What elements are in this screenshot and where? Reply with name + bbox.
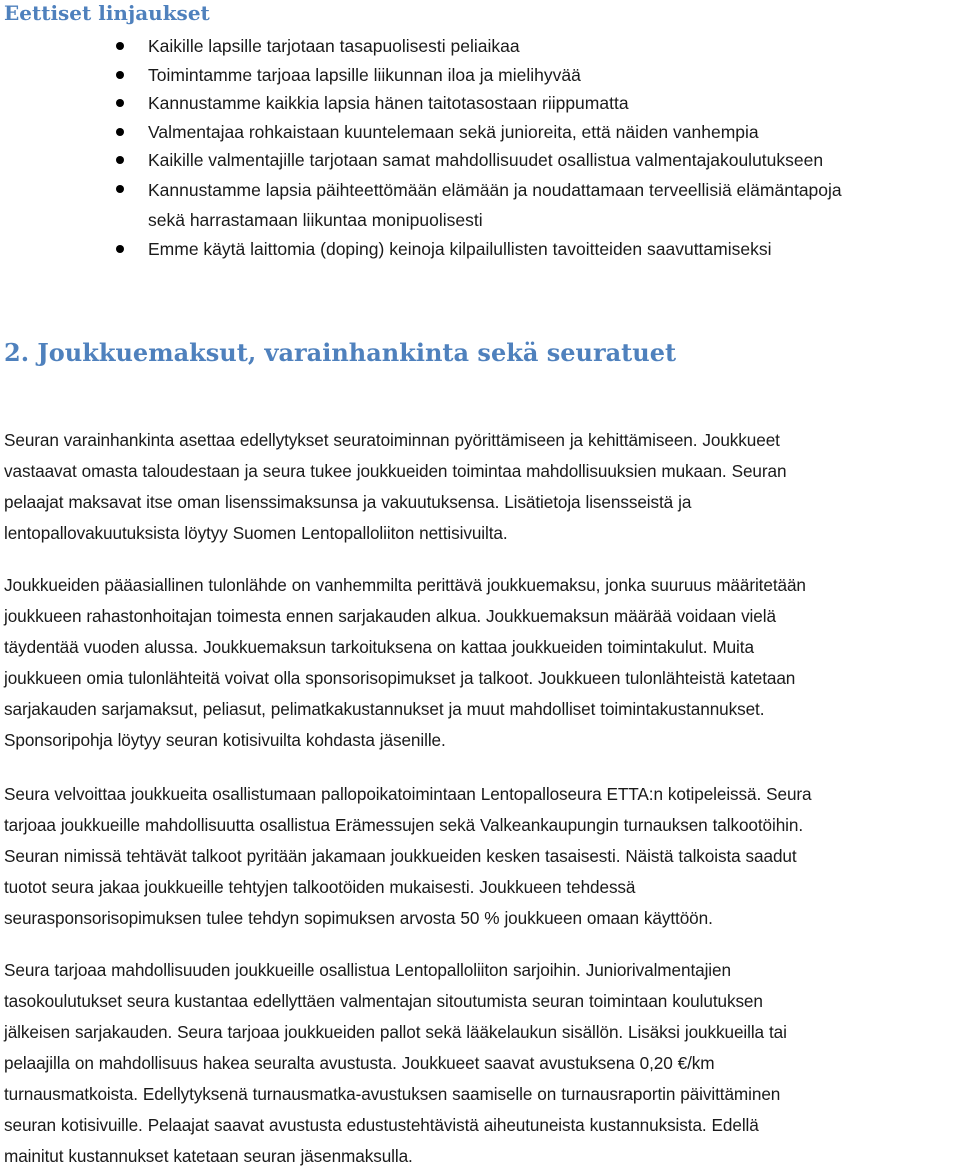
bullet-text: Kaikille lapsille tarjotaan tasapuolisesti peliaikaa bbox=[148, 36, 520, 56]
text-line: jälkeisen sarjakauden. Seura tarjoaa joukkueiden pallot sekä lääkelaukun sisällön. Lisäksi joukkueilla tai bbox=[4, 1022, 787, 1042]
bullet-text: Kannustamme lapsia päihteettömään elämään ja noudattamaan terveellisiä elämäntapoja bbox=[148, 179, 842, 200]
bullet-dot-icon bbox=[116, 128, 124, 136]
text-line: täydentää vuoden alussa. Joukkuemaksun tarkoituksena on kattaa joukkueiden toimintakulut. Muita bbox=[4, 637, 754, 657]
bullet-text: Kaikille valmentajille tarjotaan samat mahdollisuudet osallistua valmentajakoulutukseen bbox=[148, 150, 824, 171]
text-line: pelaajat maksavat itse oman lisenssimaksunsa ja vakuutuksensa. Lisätietoja lisensseistä ja bbox=[4, 492, 692, 512]
bullet-dot-icon bbox=[116, 156, 124, 164]
text-line: seuran kotisivuille. Pelaajat saavat avustusta edustustehtävistä aiheutuneista kustannuksista. Edellä bbox=[4, 1115, 759, 1135]
text-line: Seura tarjoaa mahdollisuuden joukkueille osallistua Lentopalloliiton sarjoihin. Juniorivalmentajien bbox=[4, 960, 731, 980]
bullet-item bbox=[0, 61, 948, 90]
text-line: turnausmatkoista. Edellytyksenä turnausmatka-avustuksen saamiselle on turnausraportin päivittäminen bbox=[4, 1084, 781, 1104]
text-line: Joukkueiden pääasiallinen tulonlähde on vanhemmilta perittävä joukkuemaksu, jonka suuruus määritetään bbox=[4, 575, 806, 595]
text-line: seurasponsorisopimuksen tulee tehdyn sopimuksen arvosta 50 % joukkueen omaan käyttöön. bbox=[4, 908, 713, 928]
bullet-item bbox=[0, 235, 948, 264]
bullet-item bbox=[0, 175, 948, 235]
bullet-text: Valmentajaa rohkaistaan kuuntelemaan sekä junioreita, että näiden vanhempia bbox=[148, 121, 759, 142]
chapter-title: 2. Joukkuemaksut, varainhankinta sekä seuratuet bbox=[4, 338, 677, 367]
bullet-item bbox=[0, 89, 948, 118]
text-line: tasokoulutukset seura kustantaa edellyttäen valmentajan sitoutumista seuran toimintaan koulutuksen bbox=[4, 991, 763, 1011]
text-line: Seuran nimissä tehtävät talkoot pyritään jakamaan joukkueiden kesken tasaisesti. Näistä talkoista saadut bbox=[4, 846, 797, 866]
text-line: vastaavat omasta taloudestaan ja seura tukee joukkueiden toimintaa mahdollisuuksien mukaan. Seuran bbox=[4, 461, 787, 481]
paragraph-fundraising bbox=[4, 425, 960, 549]
text-line: lentopallovakuutuksista löytyy Suomen Lentopalloliiton nettisivuilta. bbox=[4, 523, 508, 543]
text-line: mainitut kustannukset katetaan seuran jäsenmaksulla. bbox=[4, 1146, 413, 1166]
section-title: Eettiset linjaukset bbox=[4, 1, 210, 25]
text-line: sarjakauden sarjamaksut, peliasut, pelimatkakustannukset ja muut mahdolliset toimintakustannukset. bbox=[4, 699, 765, 719]
text-line: Seuran varainhankinta asettaa edellytykset seuratoiminnan pyörittämiseen ja kehittämiseen. Joukkueet bbox=[4, 430, 780, 450]
text-line: joukkueen rahastonhoitajan toimesta ennen sarjakauden alkua. Joukkuemaksun määrää voidaan vielä bbox=[4, 606, 776, 626]
bullet-text: Emme käytä laittomia (doping) keinoja kilpailullisten tavoitteiden saavuttamiseksi bbox=[148, 238, 772, 259]
bullet-text-continued: sekä harrastamaan liikuntaa monipuolisesti bbox=[148, 209, 483, 230]
bullet-dot-icon bbox=[116, 99, 124, 107]
text-line: Seura velvoittaa joukkueita osallistumaan pallopoikatoimintaan Lentopalloseura ETTA:n kotipeleissä. Seura bbox=[4, 784, 812, 804]
bullet-dot-icon bbox=[116, 42, 124, 50]
paragraph-club-support bbox=[4, 955, 960, 1172]
bullet-dot-icon bbox=[116, 245, 124, 253]
paragraph-team-fees bbox=[4, 570, 960, 756]
text-line: pelaajilla on mahdollisuus hakea seuralta avustusta. Joukkueet saavat avustuksena 0,20 €/km bbox=[4, 1053, 715, 1073]
bullet-text: Toimintamme tarjoaa lapsille liikunnan iloa ja mielihyvää bbox=[148, 64, 581, 85]
paragraph-volunteer-work bbox=[4, 779, 960, 934]
bullet-item bbox=[0, 32, 948, 61]
bullet-dot-icon bbox=[116, 185, 124, 193]
text-line: tarjoaa joukkueille mahdollisuutta osallistua Erämessujen sekä Valkeankaupungin turnauksen talkootöihin. bbox=[4, 815, 804, 835]
bullet-text: Kannustamme kaikkia lapsia hänen taitotasostaan riippumatta bbox=[148, 93, 629, 114]
text-line: tuotot seura jakaa joukkueille tehtyjen talkootöiden mukaisesti. Joukkueen tehdessä bbox=[4, 877, 636, 897]
bullet-dot-icon bbox=[116, 71, 124, 79]
text-line: joukkueen omia tulonlähteitä voivat olla sponsorisopimukset ja talkoot. Joukkueen tulonlähteistä katetaan bbox=[4, 668, 796, 688]
ethics-bullet-list bbox=[0, 32, 948, 264]
bullet-item bbox=[0, 146, 948, 175]
text-line: Sponsoripohja löytyy seuran kotisivuilta kohdasta jäsenille. bbox=[4, 730, 446, 750]
bullet-item bbox=[0, 118, 948, 147]
